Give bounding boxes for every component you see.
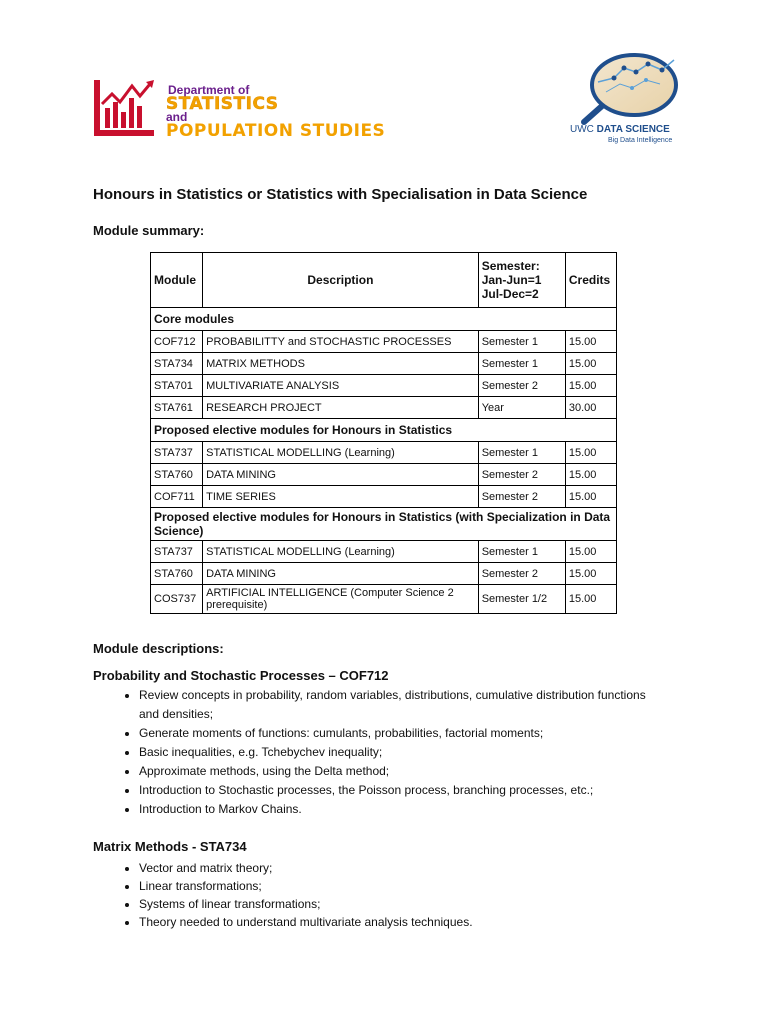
list-item: • Approximate methods, using the Delta method; bbox=[139, 762, 659, 781]
uwc-prefix: UWC bbox=[570, 124, 594, 135]
list-item: • Introduction to Stochastic processes, the Poisson process, branching processes, etc.; bbox=[139, 781, 659, 800]
table-row bbox=[151, 353, 617, 375]
module-description: STATISTICAL MODELLING (Learning) bbox=[203, 541, 479, 563]
module-semester: Semester 1 bbox=[478, 442, 565, 464]
table-header-row bbox=[151, 253, 617, 308]
matrix-topic-list bbox=[115, 859, 473, 931]
list-item: • Systems of linear transformations; bbox=[139, 895, 473, 913]
module-code: COF711 bbox=[151, 486, 203, 508]
section-title: Proposed elective modules for Honours in Statistics (with Specialization in Data Science) bbox=[151, 508, 617, 541]
module-code: COS737 bbox=[151, 585, 203, 614]
header-semester bbox=[478, 253, 565, 308]
module-semester: Semester 1 bbox=[478, 541, 565, 563]
data-science-text: DATA SCIENCE bbox=[596, 124, 670, 135]
uwc-data-science-wordmark bbox=[570, 124, 670, 135]
dept-name-and: and bbox=[166, 110, 188, 124]
dept-name-line: Department of bbox=[168, 83, 250, 97]
list-item: • Vector and matrix theory; bbox=[139, 859, 473, 877]
table-row bbox=[151, 486, 617, 508]
module-credits: 15.00 bbox=[565, 585, 616, 614]
module-credits: 15.00 bbox=[565, 486, 616, 508]
list-item: • Review concepts in probability, random variables, distributions, cumulative distribution functions and densities; bbox=[139, 686, 659, 724]
module-code: STA701 bbox=[151, 375, 203, 397]
module-semester: Semester 1/2 bbox=[478, 585, 565, 614]
list-item: • Basic inequalities, e.g. Tchebychev inequality; bbox=[139, 743, 659, 762]
section-row bbox=[151, 419, 617, 442]
module-credits: 15.00 bbox=[565, 331, 616, 353]
module-description: DATA MINING bbox=[203, 464, 479, 486]
list-item: • Theory needed to understand multivariate analysis techniques. bbox=[139, 913, 473, 931]
table-row bbox=[151, 375, 617, 397]
module-description: ARTIFICIAL INTELLIGENCE (Computer Science 2 prerequisite) bbox=[203, 585, 479, 614]
table-row bbox=[151, 585, 617, 614]
module-credits: 15.00 bbox=[565, 375, 616, 397]
list-item: • Generate moments of functions: cumulants, probabilities, factorial moments; bbox=[139, 724, 659, 743]
module-credits: 15.00 bbox=[565, 464, 616, 486]
module-description: PROBABILITTY and STOCHASTIC PROCESSES bbox=[203, 331, 479, 353]
table-row bbox=[151, 541, 617, 563]
uwc-tagline: Big Data Intelligence bbox=[608, 137, 673, 144]
module-description: DATA MINING bbox=[203, 563, 479, 585]
list-item: • Linear transformations; bbox=[139, 877, 473, 895]
module-credits: 15.00 bbox=[565, 563, 616, 585]
header-module: Module bbox=[151, 253, 203, 308]
prob-section-heading: Probability and Stochastic Processes – COF712 bbox=[93, 668, 389, 683]
document-title: Honours in Statistics or Statistics with Specialisation in Data Science bbox=[93, 186, 588, 203]
module-semester: Semester 1 bbox=[478, 353, 565, 375]
module-semester: Semester 1 bbox=[478, 331, 565, 353]
section-title: Proposed elective modules for Honours in Statistics bbox=[151, 419, 617, 442]
module-semester: Semester 2 bbox=[478, 486, 565, 508]
module-summary-table bbox=[150, 252, 617, 614]
module-description: STATISTICAL MODELLING (Learning) bbox=[203, 442, 479, 464]
header-credits: Credits bbox=[565, 253, 616, 308]
module-credits: 15.00 bbox=[565, 353, 616, 375]
module-credits: 15.00 bbox=[565, 442, 616, 464]
module-code: STA761 bbox=[151, 397, 203, 419]
module-semester: Semester 2 bbox=[478, 375, 565, 397]
header-semester-line: Semester: bbox=[481, 259, 540, 273]
module-code: STA760 bbox=[151, 563, 203, 585]
module-description: MULTIVARIATE ANALYSIS bbox=[203, 375, 479, 397]
statistics-chart-icon bbox=[92, 78, 156, 140]
module-code: STA737 bbox=[151, 442, 203, 464]
module-code: COF712 bbox=[151, 331, 203, 353]
section-row bbox=[151, 308, 617, 331]
prob-topic-list bbox=[115, 686, 659, 819]
module-descriptions-heading: Module descriptions: bbox=[93, 641, 224, 656]
module-semester: Semester 2 bbox=[478, 464, 565, 486]
department-logo bbox=[92, 78, 402, 140]
module-description: TIME SERIES bbox=[203, 486, 479, 508]
table-row bbox=[151, 331, 617, 353]
matrix-section-heading: Matrix Methods - STA734 bbox=[93, 839, 247, 854]
header-semester-line: Jul-Dec=2 bbox=[481, 287, 539, 301]
module-summary-heading: Module summary: bbox=[93, 223, 205, 238]
dept-name-population: POPULATION STUDIES bbox=[166, 121, 386, 141]
module-credits: 30.00 bbox=[565, 397, 616, 419]
module-semester: Semester 2 bbox=[478, 563, 565, 585]
section-title: Core modules bbox=[151, 308, 617, 331]
module-semester: Year bbox=[478, 397, 565, 419]
module-code: STA760 bbox=[151, 464, 203, 486]
table-row bbox=[151, 563, 617, 585]
module-description: RESEARCH PROJECT bbox=[203, 397, 479, 419]
header-semester-line: Jan-Jun=1 bbox=[481, 273, 542, 287]
magnifier-network-icon bbox=[570, 50, 700, 125]
table-row bbox=[151, 442, 617, 464]
list-item: • Introduction to Markov Chains. bbox=[139, 800, 659, 819]
header-description: Description bbox=[203, 253, 479, 308]
module-credits: 15.00 bbox=[565, 541, 616, 563]
table-row bbox=[151, 397, 617, 419]
table-row bbox=[151, 464, 617, 486]
dept-name-statistics: STATISTICS bbox=[166, 94, 279, 114]
module-code: STA737 bbox=[151, 541, 203, 563]
uwc-data-science-logo bbox=[570, 50, 700, 150]
module-description: MATRIX METHODS bbox=[203, 353, 479, 375]
module-code: STA734 bbox=[151, 353, 203, 375]
section-row bbox=[151, 508, 617, 541]
